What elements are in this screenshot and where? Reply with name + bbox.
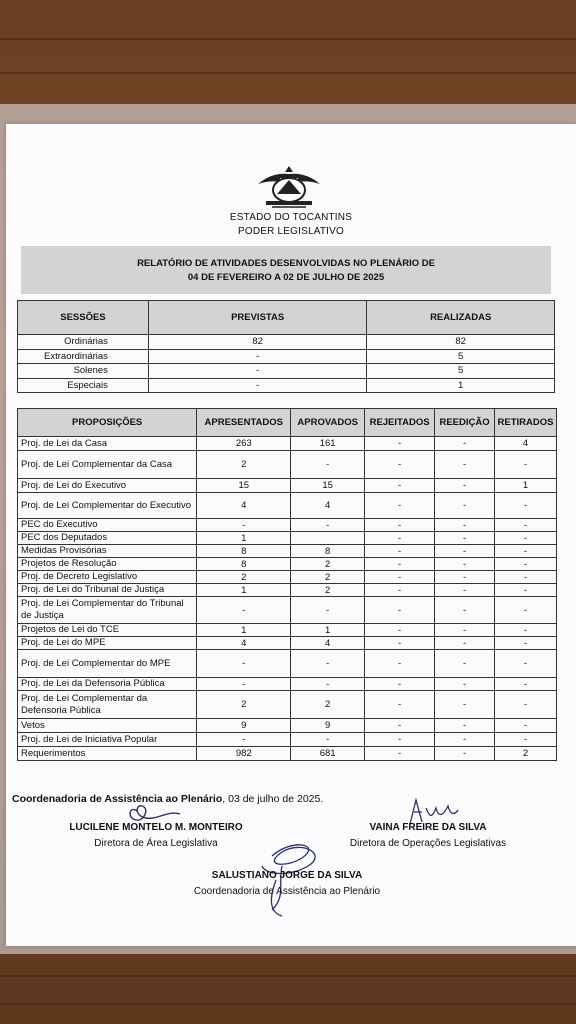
propositions-row: [18, 451, 557, 479]
signature-block-3: [172, 868, 402, 900]
report-title: [21, 246, 551, 294]
count-reedicao: -: [435, 545, 495, 558]
signer-1-role: Diretora de Área Legislativa: [94, 838, 218, 849]
count-aprovados: 15: [291, 479, 365, 493]
count-rejeitados: -: [365, 650, 435, 678]
count-reedicao: -: [435, 719, 495, 733]
proposition-name: Proj. de Lei Complementar da Defensoria Pública: [18, 691, 197, 719]
header-rejeitados: REJEITADOS: [365, 409, 435, 437]
count-rejeitados: -: [365, 571, 435, 584]
count-aprovados: 161: [291, 437, 365, 451]
propositions-table: [17, 408, 557, 761]
proposition-name: Proj. de Lei de Iniciativa Popular: [18, 733, 197, 747]
count-rejeitados: -: [365, 545, 435, 558]
propositions-row: [18, 650, 557, 678]
count-apresentados: 8: [197, 558, 291, 571]
count-retirados: -: [495, 719, 557, 733]
count-apresentados: 2: [197, 691, 291, 719]
header-apresentados: APRESENTADOS: [197, 409, 291, 437]
proposition-name: PEC dos Deputados: [18, 532, 197, 545]
count-retirados: -: [495, 571, 557, 584]
count-apresentados: 9: [197, 719, 291, 733]
propositions-row: [18, 637, 557, 650]
count-apresentados: 4: [197, 637, 291, 650]
count-aprovados: 4: [291, 493, 365, 519]
session-realizadas: 5: [367, 364, 555, 379]
count-aprovados: -: [291, 733, 365, 747]
count-rejeitados: -: [365, 519, 435, 532]
proposition-name: Medidas Provisórias: [18, 545, 197, 558]
propositions-row: [18, 719, 557, 733]
count-retirados: -: [495, 691, 557, 719]
count-reedicao: -: [435, 437, 495, 451]
count-rejeitados: -: [365, 624, 435, 637]
branch-name: PODER LEGISLATIVO: [237, 226, 345, 237]
propositions-header-row: [18, 409, 557, 437]
count-apresentados: 982: [197, 747, 291, 761]
session-previstas: -: [148, 349, 366, 364]
report-document: [6, 124, 576, 946]
proposition-name: Projetos de Resolução: [18, 558, 197, 571]
proposition-name: Projetos de Lei do TCE: [18, 624, 197, 637]
header-realizadas: REALIZADAS: [367, 301, 555, 335]
session-previstas: 82: [148, 335, 366, 350]
session-type: Especiais: [18, 378, 149, 393]
count-rejeitados: -: [365, 747, 435, 761]
sessions-header-row: [18, 301, 555, 335]
proposition-name: Proj. de Lei do Executivo: [18, 479, 197, 493]
proposition-name: Requerimentos: [18, 747, 197, 761]
session-type: Solenes: [18, 364, 149, 379]
header-aprovados: APROVADOS: [291, 409, 365, 437]
count-aprovados: 2: [291, 584, 365, 597]
session-realizadas: 82: [367, 335, 555, 350]
sessions-row: [18, 378, 555, 393]
count-rejeitados: -: [365, 451, 435, 479]
count-aprovados: 8: [291, 545, 365, 558]
report-date: , 03 de julho de 2025.: [222, 793, 324, 805]
proposition-name: Vetos: [18, 719, 197, 733]
session-realizadas: 5: [367, 349, 555, 364]
proposition-name: Proj. de Decreto Legislativo: [18, 571, 197, 584]
count-apresentados: 2: [197, 571, 291, 584]
count-retirados: -: [495, 650, 557, 678]
count-aprovados: 2: [291, 558, 365, 571]
count-apresentados: -: [197, 678, 291, 691]
count-aprovados: 9: [291, 719, 365, 733]
count-reedicao: -: [435, 747, 495, 761]
propositions-row: [18, 584, 557, 597]
count-retirados: 2: [495, 747, 557, 761]
signature-block-2: [328, 820, 528, 852]
count-reedicao: -: [435, 637, 495, 650]
count-reedicao: -: [435, 519, 495, 532]
count-retirados: -: [495, 519, 557, 532]
count-retirados: -: [495, 624, 557, 637]
count-aprovados: 1: [291, 624, 365, 637]
coat-of-arms-icon: [252, 164, 326, 210]
count-rejeitados: -: [365, 733, 435, 747]
propositions-row: [18, 532, 557, 545]
count-aprovados: 4: [291, 637, 365, 650]
count-reedicao: -: [435, 451, 495, 479]
proposition-name: Proj. de Lei da Casa: [18, 437, 197, 451]
count-apresentados: 4: [197, 493, 291, 519]
proposition-name: Proj. de Lei Complementar do MPE: [18, 650, 197, 678]
proposition-name: Proj. de Lei do Tribunal de Justiça: [18, 584, 197, 597]
proposition-name: Proj. de Lei Complementar da Casa: [18, 451, 197, 479]
count-reedicao: -: [435, 650, 495, 678]
count-retirados: -: [495, 558, 557, 571]
count-reedicao: -: [435, 558, 495, 571]
count-apresentados: 1: [197, 624, 291, 637]
count-apresentados: -: [197, 650, 291, 678]
proposition-name: Proj. de Lei Complementar do Tribunal de Justiça: [18, 597, 197, 624]
count-reedicao: -: [435, 691, 495, 719]
propositions-row: [18, 545, 557, 558]
sessions-row: [18, 364, 555, 379]
propositions-row: [18, 571, 557, 584]
count-retirados: -: [495, 733, 557, 747]
propositions-row: [18, 479, 557, 493]
session-realizadas: 1: [367, 378, 555, 393]
header-reedicao: REEDIÇÃO: [435, 409, 495, 437]
count-reedicao: -: [435, 584, 495, 597]
count-aprovados: -: [291, 451, 365, 479]
header-retirados: RETIRADOS: [495, 409, 557, 437]
signer-1-name: LUCILENE MONTELO M. MONTEIRO: [69, 822, 243, 833]
report-title-line2: 04 DE FEVEREIRO A 02 DE JULHO DE 2025: [187, 272, 385, 283]
count-reedicao: -: [435, 733, 495, 747]
propositions-row: [18, 493, 557, 519]
count-apresentados: 8: [197, 545, 291, 558]
count-reedicao: -: [435, 678, 495, 691]
session-type: Ordinárias: [18, 335, 149, 350]
count-aprovados: -: [291, 597, 365, 624]
count-rejeitados: -: [365, 691, 435, 719]
propositions-row: [18, 437, 557, 451]
propositions-row: [18, 747, 557, 761]
count-aprovados: 2: [291, 691, 365, 719]
proposition-name: Proj. de Lei Complementar do Executivo: [18, 493, 197, 519]
sessions-row: [18, 349, 555, 364]
count-aprovados: -: [291, 650, 365, 678]
propositions-row: [18, 597, 557, 624]
count-aprovados: [291, 532, 365, 545]
count-retirados: -: [495, 493, 557, 519]
session-previstas: -: [148, 378, 366, 393]
count-retirados: -: [495, 597, 557, 624]
count-rejeitados: -: [365, 532, 435, 545]
header-previstas: PREVISTAS: [148, 301, 366, 335]
count-reedicao: -: [435, 624, 495, 637]
count-rejeitados: -: [365, 597, 435, 624]
count-apresentados: 2: [197, 451, 291, 479]
count-apresentados: -: [197, 597, 291, 624]
count-rejeitados: -: [365, 493, 435, 519]
count-apresentados: 15: [197, 479, 291, 493]
count-rejeitados: -: [365, 584, 435, 597]
count-apresentados: 1: [197, 532, 291, 545]
count-retirados: -: [495, 584, 557, 597]
count-aprovados: -: [291, 519, 365, 532]
state-name: ESTADO DO TOCANTINS: [229, 212, 353, 223]
count-reedicao: -: [435, 532, 495, 545]
count-retirados: 1: [495, 479, 557, 493]
session-type: Extraordinárias: [18, 349, 149, 364]
header-sessoes: SESSÕES: [18, 301, 149, 335]
signature-block-1: [46, 820, 266, 852]
count-rejeitados: -: [365, 437, 435, 451]
count-reedicao: -: [435, 597, 495, 624]
count-rejeitados: -: [365, 637, 435, 650]
count-rejeitados: -: [365, 719, 435, 733]
propositions-row: [18, 733, 557, 747]
count-rejeitados: -: [365, 479, 435, 493]
sessions-row: [18, 335, 555, 350]
count-aprovados: 681: [291, 747, 365, 761]
count-reedicao: -: [435, 479, 495, 493]
proposition-name: PEC do Executivo: [18, 519, 197, 532]
propositions-row: [18, 519, 557, 532]
count-retirados: -: [495, 637, 557, 650]
count-retirados: -: [495, 451, 557, 479]
count-aprovados: -: [291, 678, 365, 691]
count-apresentados: 263: [197, 437, 291, 451]
count-apresentados: -: [197, 519, 291, 532]
propositions-row: [18, 624, 557, 637]
signer-2-name: VAINA FREIRE DA SILVA: [369, 822, 487, 833]
signer-2-role: Diretora de Operações Legislativas: [349, 838, 507, 849]
coordination-label: Coordenadoria de Assistência ao Plenário: [12, 793, 223, 805]
propositions-row: [18, 558, 557, 571]
count-apresentados: 1: [197, 584, 291, 597]
count-retirados: -: [495, 532, 557, 545]
sessions-table: [17, 300, 555, 393]
count-reedicao: -: [435, 571, 495, 584]
session-previstas: -: [148, 364, 366, 379]
count-retirados: -: [495, 545, 557, 558]
header-proposicoes: PROPOSIÇÕES: [18, 409, 197, 437]
report-title-line1: RELATÓRIO DE ATIVIDADES DESENVOLVIDAS NO PLENÁRIO DE: [137, 258, 435, 269]
proposition-name: Proj. de Lei da Defensoria Pública: [18, 678, 197, 691]
count-rejeitados: -: [365, 558, 435, 571]
count-apresentados: -: [197, 733, 291, 747]
count-reedicao: -: [435, 493, 495, 519]
count-retirados: -: [495, 678, 557, 691]
count-aprovados: 2: [291, 571, 365, 584]
proposition-name: Proj. de Lei do MPE: [18, 637, 197, 650]
signer-3-name: SALUSTIANO JORGE DA SILVA: [211, 870, 363, 881]
signer-3-role: Coordenadoria de Assistência ao Plenário: [193, 886, 381, 897]
count-rejeitados: -: [365, 678, 435, 691]
propositions-row: [18, 678, 557, 691]
propositions-row: [18, 691, 557, 719]
count-retirados: 4: [495, 437, 557, 451]
